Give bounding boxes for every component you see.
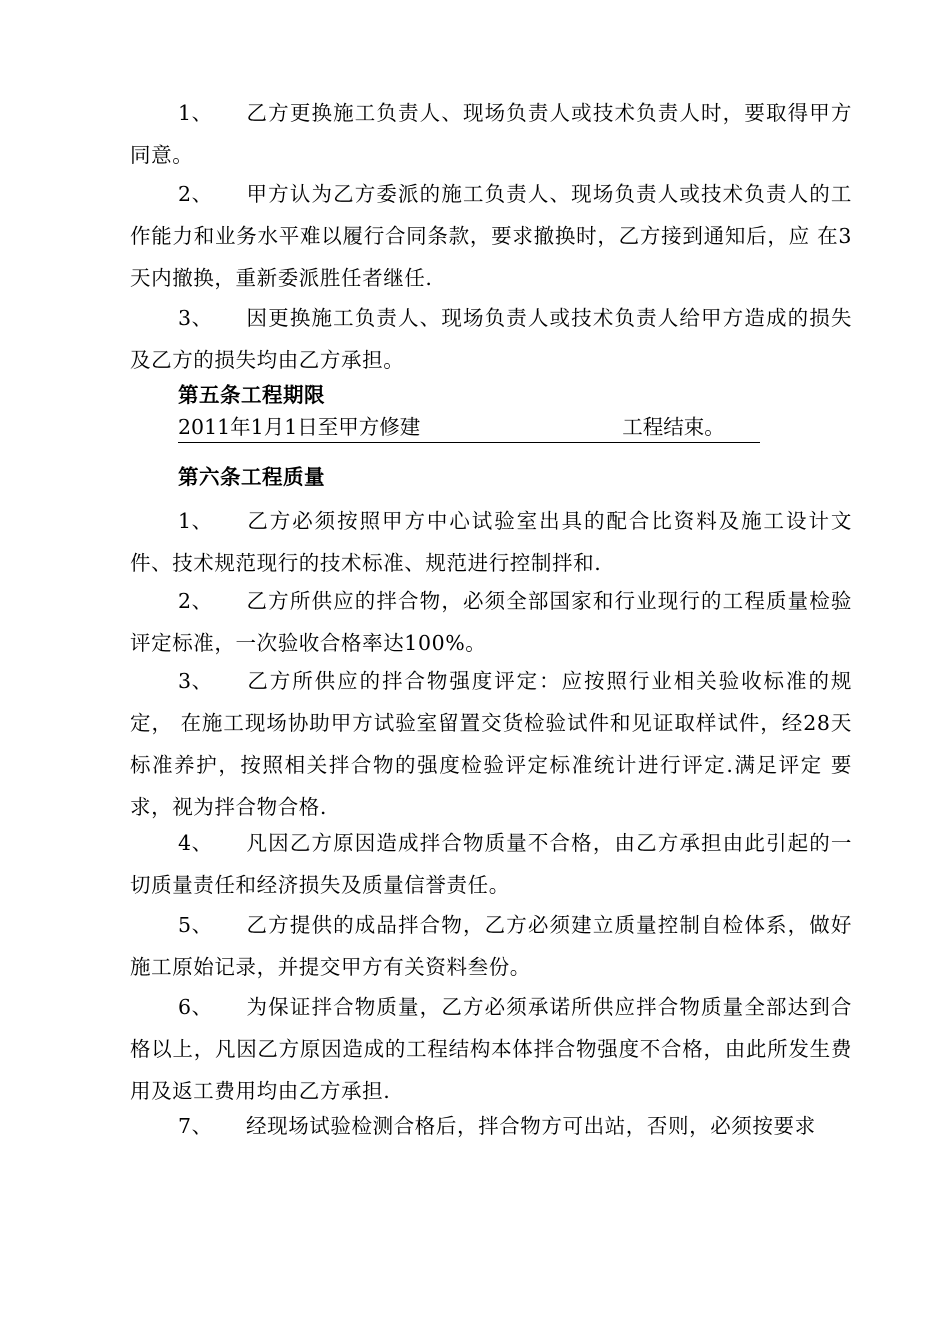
item-number: 4、 [178, 831, 213, 855]
item-number: 1、 [178, 509, 213, 533]
item-text: 为保证拌合物质量，乙方必须承诺所供应拌合物质量全部达到合格以上，凡因乙方原因造成的工程结构本体拌合物强度不合格，由此所发生费用及返工费用均由乙方承担. [130, 995, 852, 1103]
item-text: 乙方更换施工负责人、现场负责人或技术负责人时，要取得甲方 同意。 [130, 101, 852, 167]
item-number: 3、 [178, 669, 213, 693]
article6-item-6 [130, 986, 852, 1112]
article4-item-3 [130, 297, 852, 381]
item-text: 凡因乙方原因造成拌合物质量不合格，由乙方承担由此引起的一 切质量责任和经济损失及质量信誉责任。 [130, 831, 852, 897]
article5-heading: 第五条工程期限 [178, 383, 325, 407]
item-text: 经现场试验检测合格后，拌合物方可出站，否则，必须按要求 [246, 1114, 816, 1138]
item-text: 乙方必须按照甲方中心试验室出具的配合比资料及施工设计文件、技术规范现行的技术标准、规范进行控制拌和. [130, 509, 852, 575]
article6-item-3 [130, 660, 852, 828]
article5-period [178, 412, 760, 443]
article6-item-1 [130, 500, 852, 584]
item-number: 1、 [178, 101, 213, 125]
item-number: 3、 [178, 306, 213, 330]
item-text: 乙方提供的成品拌合物，乙方必须建立质量控制自检体系，做好 施工原始记录，并提交甲方有关资料叁份。 [130, 913, 852, 979]
item-number: 5、 [178, 913, 213, 937]
article6-item-2 [130, 580, 852, 664]
article6-item-5 [130, 904, 852, 988]
item-text: 因更换施工负责人、现场负责人或技术负责人给甲方造成的损失 及乙方的损失均由乙方承担。 [130, 306, 852, 372]
period-end: 工程结束。 [622, 415, 725, 439]
item-number: 6、 [178, 995, 213, 1019]
period-start: 2011年1月1日至甲方修建 [178, 415, 421, 439]
article6-item-7 [130, 1105, 852, 1147]
item-text: 乙方所供应的拌合物强度评定：应按照行业相关验收标准的规定， 在施工现场协助甲方试验室留置交货检验试件和见证取样试件，经28天 标准养护，按照相关拌合物的强度检验评定标准统计进行评定.满足评定 要求，视为拌合物合格. [130, 669, 852, 819]
article6-heading: 第六条工程质量 [178, 465, 325, 489]
article6-item-4 [130, 822, 852, 906]
article4-item-2 [130, 173, 852, 299]
item-text: 乙方所供应的拌合物，必须全部国家和行业现行的工程质量检验 评定标准，一次验收合格率达100%。 [130, 589, 852, 655]
article4-item-1 [130, 92, 852, 176]
item-number: 2、 [178, 182, 213, 206]
item-text: 甲方认为乙方委派的施工负责人、现场负责人或技术负责人的工 作能力和业务水平难以履行合同条款，要求撤换时，乙方接到通知后，应 在3天内撤换，重新委派胜任者继任. [130, 182, 852, 290]
item-number: 2、 [178, 589, 213, 613]
item-number: 7、 [178, 1114, 213, 1138]
